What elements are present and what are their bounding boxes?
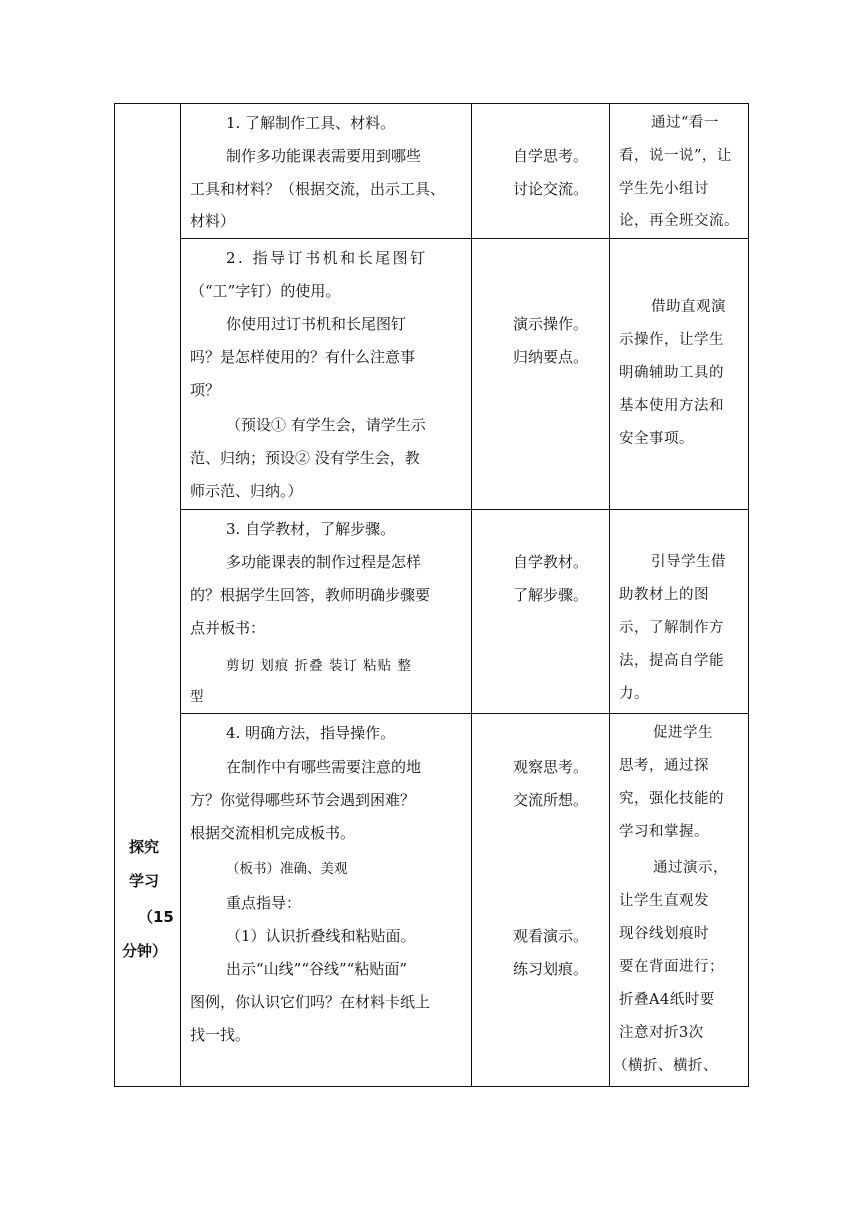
design-purpose-text: 借助直观演	[651, 299, 726, 315]
stage-label-line: 分钟）	[122, 942, 168, 960]
design-purpose-text: 明确辅助工具的	[619, 365, 724, 381]
design-purpose-text: 学习和掌握。	[619, 824, 709, 840]
student-activity-cell	[471, 238, 609, 509]
teacher-activity-text: 工具和材料？（根据交流，出示工具、	[190, 180, 446, 198]
teacher-activity-text: 根据交流相机完成板书。	[190, 824, 356, 842]
student-activity-text: 自学教材。	[513, 553, 589, 571]
teacher-activity-text: 方？你觉得哪些环节会遇到困难？	[190, 791, 416, 809]
student-activity-text: 练习划痕。	[513, 960, 589, 978]
design-purpose-cell	[609, 103, 749, 238]
student-activity-text: 了解步骤。	[513, 586, 589, 604]
design-purpose-text: （横折、横折、	[613, 1058, 718, 1074]
teacher-activity-text: 材料）	[190, 212, 236, 230]
teacher-activity-text: 范、归纳；预设② 没有学生会，教	[190, 449, 420, 467]
board-writing-steps: 型	[190, 689, 204, 705]
teacher-activity-text: 吗？是怎样使用的？有什么注意事	[190, 348, 416, 366]
stage-label-line: （15	[138, 908, 174, 926]
design-purpose-text: 助教材上的图	[619, 587, 709, 603]
design-purpose-text: 法，提高自学能	[619, 653, 724, 669]
design-purpose-text: 通过演示，	[653, 860, 728, 876]
teacher-activity-text: 你使用过订书机和长尾图钉	[226, 315, 407, 333]
teacher-activity-text: 重点指导：	[226, 894, 302, 912]
student-activity-text: 交流所想。	[513, 791, 589, 809]
design-purpose-text: 究，强化技能的	[619, 791, 724, 807]
teacher-activity-cell	[180, 103, 471, 238]
student-activity-text: 观察思考。	[513, 758, 589, 776]
teacher-activity-cell	[180, 713, 471, 1087]
design-purpose-text: 论，再全班交流。	[619, 213, 739, 229]
design-purpose-text: 通过“看一	[651, 115, 719, 131]
stage-label-line: 探究	[129, 838, 160, 856]
teacher-activity-text: 点并板书：	[190, 619, 266, 637]
student-activity-text: 观看演示。	[513, 927, 589, 945]
design-purpose-text: 要在背面进行；	[619, 959, 724, 975]
teacher-activity-text: （“工”字钉）的使用。	[190, 282, 341, 300]
teacher-activity-text: 多功能课表的制作过程是怎样	[226, 553, 422, 571]
student-activity-text: 讨论交流。	[513, 180, 589, 198]
student-activity-text: 归纳要点。	[513, 348, 589, 366]
teacher-activity-text: （板书）准确、美观	[226, 861, 348, 877]
teacher-activity-text: 师示范、归纳。）	[190, 482, 303, 500]
design-purpose-text: 学生先小组讨	[619, 181, 709, 197]
design-purpose-text: 示，了解制作方	[619, 620, 724, 636]
design-purpose-cell	[609, 238, 749, 509]
board-writing-steps: 剪切 划痕 折叠 装订 粘贴 整	[226, 658, 412, 674]
design-purpose-text: 折叠A4纸时要	[619, 992, 715, 1008]
design-purpose-text: 促进学生	[653, 725, 713, 741]
teacher-activity-text: 找一找。	[190, 1026, 251, 1044]
design-purpose-text: 安全事项。	[619, 431, 694, 447]
teacher-activity-text: 的？根据学生回答，教师明确步骤要	[190, 586, 431, 604]
design-purpose-text: 看，说一说”，让	[619, 148, 732, 164]
student-activity-text: 自学思考。	[513, 147, 589, 165]
teacher-activity-text: （预设① 有学生会，请学生示	[226, 416, 426, 434]
teacher-activity-cell	[180, 238, 471, 509]
student-activity-cell	[471, 713, 609, 1087]
design-purpose-text: 示操作，让学生	[619, 332, 724, 348]
teacher-activity-text: 制作多功能课表需要用到哪些	[226, 147, 422, 165]
design-purpose-text: 基本使用方法和	[619, 398, 724, 414]
teacher-activity-cell	[180, 509, 471, 713]
design-purpose-text: 思考，通过探	[619, 758, 709, 774]
teacher-activity-text: 出示“山线”“谷线”“粘贴面”	[226, 960, 408, 978]
teacher-activity-text: 3. 自学教材，了解步骤。	[226, 520, 396, 538]
teacher-activity-text: 项？	[190, 381, 221, 399]
lesson-plan-table	[114, 103, 749, 1087]
design-purpose-text: 注意对折3次	[619, 1025, 704, 1041]
teacher-activity-text: 2. 指导订书机和长尾图钉	[226, 249, 428, 267]
student-activity-cell	[471, 509, 609, 713]
teacher-activity-text: （1）认识折叠线和粘贴面。	[226, 927, 416, 945]
design-purpose-text: 引导学生借	[651, 554, 726, 570]
design-purpose-text: 力。	[619, 686, 649, 702]
student-activity-text: 演示操作。	[513, 315, 589, 333]
teacher-activity-text: 4. 明确方法，指导操作。	[226, 724, 396, 742]
design-purpose-text: 现谷线划痕时	[619, 926, 709, 942]
teacher-activity-text: 图例，你认识它们吗？在材料卡纸上	[190, 993, 431, 1011]
stage-cell	[114, 103, 180, 1087]
student-activity-cell	[471, 103, 609, 238]
teacher-activity-text: 1. 了解制作工具、材料。	[226, 114, 396, 132]
design-purpose-cell	[609, 509, 749, 713]
design-purpose-text: 让学生直观发	[619, 893, 709, 909]
design-purpose-cell	[609, 713, 749, 1087]
stage-label-line: 学习	[129, 872, 160, 890]
teacher-activity-text: 在制作中有哪些需要注意的地	[226, 758, 422, 776]
